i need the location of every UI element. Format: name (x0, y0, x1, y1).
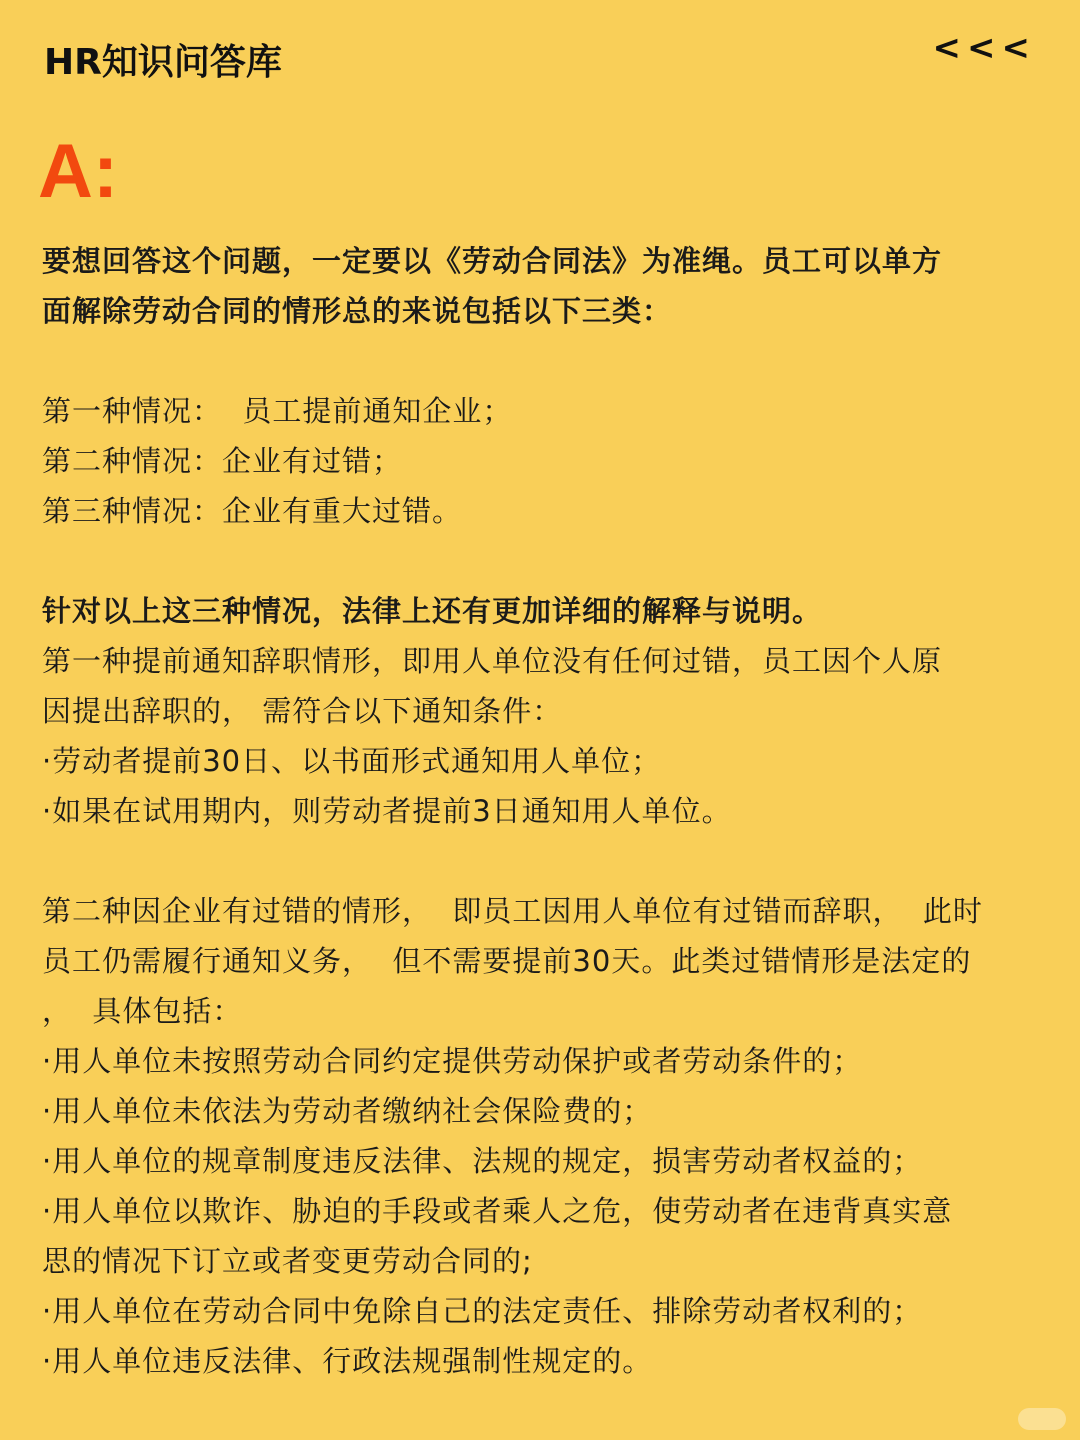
case2-line: 第二种因企业有过错的情形， 即员工因用人单位有过错而辞职， 此时 (42, 894, 983, 928)
case1-line: 第一种提前通知辞职情形，即用人单位没有任何过错，员工因个人原 (42, 644, 943, 678)
intro-line: 要想回答这个问题，一定要以《劳动合同法》为准绳。员工可以单方 (42, 244, 943, 278)
case2-bullet: ·用人单位违反法律、行政法规强制性规定的。 (42, 1344, 653, 1378)
watermark (1018, 1408, 1066, 1430)
case1-line: 因提出辞职的， 需符合以下通知条件： (42, 694, 563, 728)
case2-bullet: ·用人单位未按照劳动合同约定提供劳动保护或者劳动条件的； (42, 1044, 863, 1078)
case2-line: 员工仍需履行通知义务， 但不需要提前30天。此类过错情形是法定的 (42, 944, 972, 978)
case1-bullet: ·如果在试用期内，则劳动者提前3日通知用人单位。 (42, 794, 732, 828)
page-title: HR知识问答库 (44, 42, 282, 83)
answer-content (42, 236, 1038, 1386)
case2-bullet: ·用人单位在劳动合同中免除自己的法定责任、排除劳动者权利的； (42, 1294, 923, 1328)
answer-label: A: (38, 129, 119, 214)
cases-list (42, 386, 1038, 536)
intro-line: 面解除劳动合同的情形总的来说包括以下三类： (42, 294, 673, 328)
case2-line: 思的情况下订立或者变更劳动合同的; (42, 1244, 533, 1278)
case2-bullet: ·用人单位的规章制度违反法律、法规的规定，损害劳动者权益的； (42, 1144, 923, 1178)
spacer (42, 536, 1038, 586)
case2-paragraph (42, 886, 1038, 1386)
detail-heading: 针对以上这三种情况，法律上还有更加详细的解释与说明。 (42, 594, 823, 628)
case-item: 第一种情况： 员工提前通知企业； (42, 394, 513, 428)
spacer (42, 336, 1038, 386)
case-item: 第三种情况：企业有重大过错。 (42, 494, 463, 528)
back-arrows-icon[interactable]: <<< (932, 28, 1036, 68)
case2-bullet: ·用人单位未依法为劳动者缴纳社会保险费的； (42, 1094, 653, 1128)
case1-paragraph (42, 636, 1038, 836)
intro-paragraph (42, 236, 1038, 336)
case-item: 第二种情况：企业有过错； (42, 444, 403, 478)
case1-bullet: ·劳动者提前30日、以书面形式通知用人单位； (42, 744, 662, 778)
case2-line: ， 具体包括： (42, 994, 243, 1028)
spacer (42, 836, 1038, 886)
case2-bullet: ·用人单位以欺诈、胁迫的手段或者乘人之危，使劳动者在违背真实意 (42, 1194, 953, 1228)
